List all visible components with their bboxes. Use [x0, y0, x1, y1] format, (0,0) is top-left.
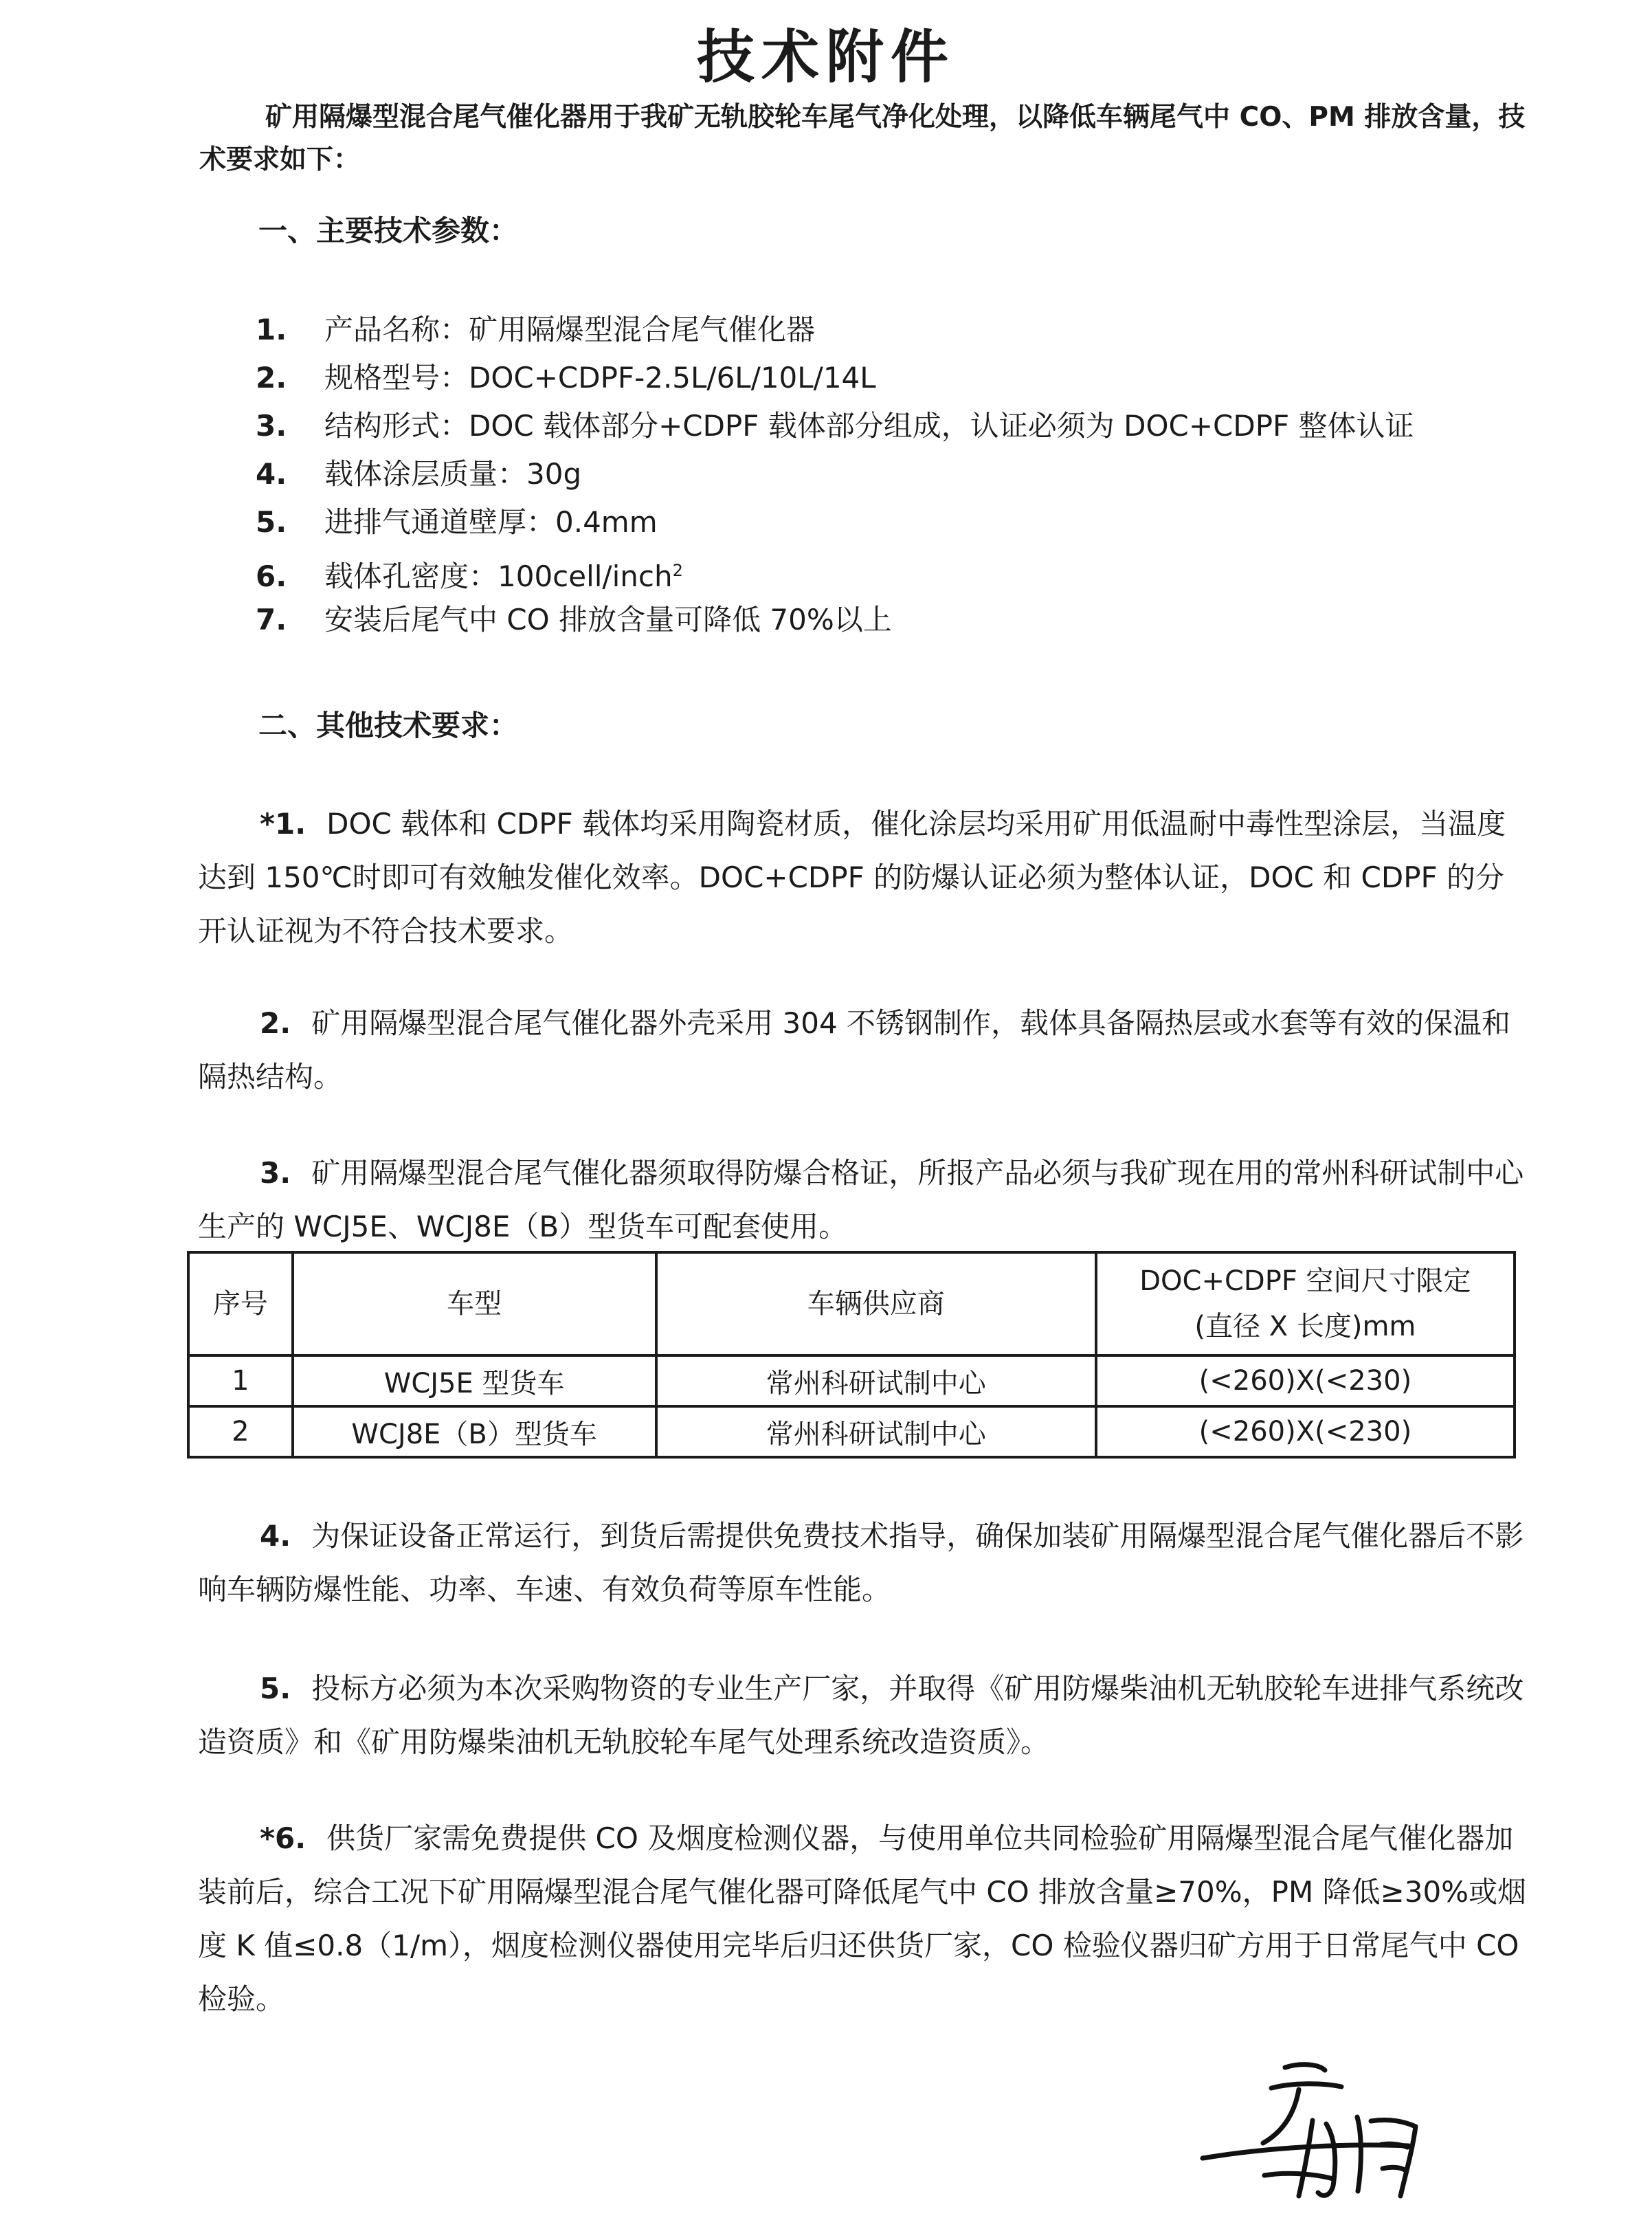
table-header-cell	[1096, 1252, 1515, 1355]
document-title: 技术附件	[696, 23, 955, 91]
intro-paragraph: 矿用隔爆型混合尾气催化器用于我矿无轨胶轮车尾气净化处理，以降低车辆尾气中 CO、PM 排放含量，技术要求如下：	[199, 102, 1526, 175]
table-header-line: (直径 X 长度)mm	[1194, 1311, 1416, 1342]
param-text: 规格型号：DOC+CDPF-2.5L/6L/10L/14L	[324, 361, 876, 395]
requirement-text: 矿用隔爆型混合尾气催化器须取得防爆合格证，所报产品必须与我矿现在用的常州科研试制中心生产的 WCJ5E、WCJ8E（B）型货车可配套使用。	[198, 1156, 1524, 1243]
handwritten-signature-icon	[1182, 2055, 1471, 2206]
requirement-text: 矿用隔爆型混合尾气催化器外壳采用 304 不锈钢制作，载体具备隔热层或水套等有效的保温和隔热结构。	[198, 1006, 1511, 1094]
table-cell: (<260)X(<230)	[1096, 1355, 1515, 1406]
requirement-paragraph	[198, 1146, 1531, 1254]
requirement-text: DOC 载体和 CDPF 载体均采用陶瓷材质，催化涂层均采用矿用低温耐中毒性型涂层，当温度达到 150℃时即可有效触发催化效率。DOC+CDPF 的防爆认证必须为整体认证，DOC 和 CDPF 的分开认证视为不符合技术要求。	[198, 807, 1506, 948]
param-number: 3.	[256, 409, 287, 443]
requirement-paragraph	[198, 997, 1531, 1104]
table-header-cell: 车辆供应商	[656, 1252, 1096, 1355]
param-item	[256, 550, 1527, 597]
param-number: 7.	[256, 603, 287, 636]
table-cell: 1	[188, 1355, 293, 1406]
table-cell: 常州科研试制中心	[656, 1406, 1096, 1457]
table-cell: 2	[188, 1406, 293, 1457]
table-header-cell: 车型	[293, 1252, 656, 1355]
table-header-cell: 序号	[188, 1252, 293, 1355]
param-number: 6.	[256, 559, 287, 593]
table-row	[188, 1355, 1515, 1406]
param-number: 5.	[256, 505, 287, 539]
param-text: 产品名称：矿用隔爆型混合尾气催化器	[324, 313, 816, 346]
param-text: 载体涂层质量：30g	[324, 457, 582, 491]
requirement-text: 投标方必须为本次采购物资的专业生产厂家，并取得《矿用防爆柴油机无轨胶轮车进排气系统改造资质》和《矿用防爆柴油机无轨胶轮车尾气处理系统改造资质》。	[198, 1672, 1524, 1759]
param-item	[256, 502, 1527, 543]
param-number: 1.	[256, 313, 287, 346]
param-text: 安装后尾气中 CO 排放含量可降低 70%以上	[324, 603, 892, 636]
requirement-text: 为保证设备正常运行，到货后需提供免费技术指导，确保加装矿用隔爆型混合尾气催化器后不影响车辆防爆性能、功率、车速、有效负荷等原车性能。	[198, 1519, 1524, 1606]
table-cell: WCJ5E 型货车	[293, 1355, 656, 1406]
requirement-paragraph	[198, 1812, 1531, 2026]
param-number: 2.	[256, 361, 287, 395]
param-text: 载体孔密度：100cell/inch	[324, 559, 673, 593]
requirement-number: *1.	[260, 807, 306, 841]
table-cell: (<260)X(<230)	[1096, 1406, 1515, 1457]
requirement-paragraph	[198, 1509, 1531, 1617]
param-item	[256, 599, 1527, 641]
param-superscript: 2	[672, 561, 683, 580]
param-number: 4.	[256, 457, 287, 491]
section-2-heading: 二、其他技术要求：	[258, 709, 519, 742]
param-item	[256, 406, 1527, 447]
vehicle-spec-table	[187, 1251, 1516, 1459]
requirement-number: 3.	[260, 1156, 291, 1190]
table-cell: 常州科研试制中心	[656, 1355, 1096, 1406]
param-item	[256, 357, 1527, 399]
requirement-paragraph	[198, 1662, 1531, 1769]
param-text: 进排气通道壁厚：0.4mm	[324, 505, 658, 539]
param-item	[256, 454, 1527, 495]
section-1-heading: 一、主要技术参数：	[258, 214, 519, 247]
table-header-line: DOC+CDPF 空间尺寸限定	[1139, 1265, 1471, 1297]
requirement-paragraph	[198, 797, 1531, 958]
requirement-number: 4.	[260, 1519, 291, 1553]
param-text: 结构形式：DOC 载体部分+CDPF 载体部分组成，认证必须为 DOC+CDPF 整体认证	[324, 409, 1414, 443]
requirement-text: 供货厂家需免费提供 CO 及烟度检测仪器，与使用单位共同检验矿用隔爆型混合尾气催化器加装前后，综合工况下矿用隔爆型混合尾气催化器可降低尾气中 CO 排放含量≥70%，PM 降低≥30%或烟度 K 值≤0.8（1/m），烟度检测仪器使用完毕后归还供货厂家，CO 检验仪器归矿方用于日常尾气中 CO 检验。	[198, 1821, 1527, 2016]
requirement-number: 2.	[260, 1006, 291, 1040]
param-item	[256, 309, 1527, 351]
requirement-number: 5.	[260, 1672, 291, 1705]
table-header-row	[188, 1252, 1515, 1355]
requirement-number: *6.	[260, 1821, 306, 1855]
table-cell: WCJ8E（B）型货车	[293, 1406, 656, 1457]
table-row	[188, 1406, 1515, 1457]
